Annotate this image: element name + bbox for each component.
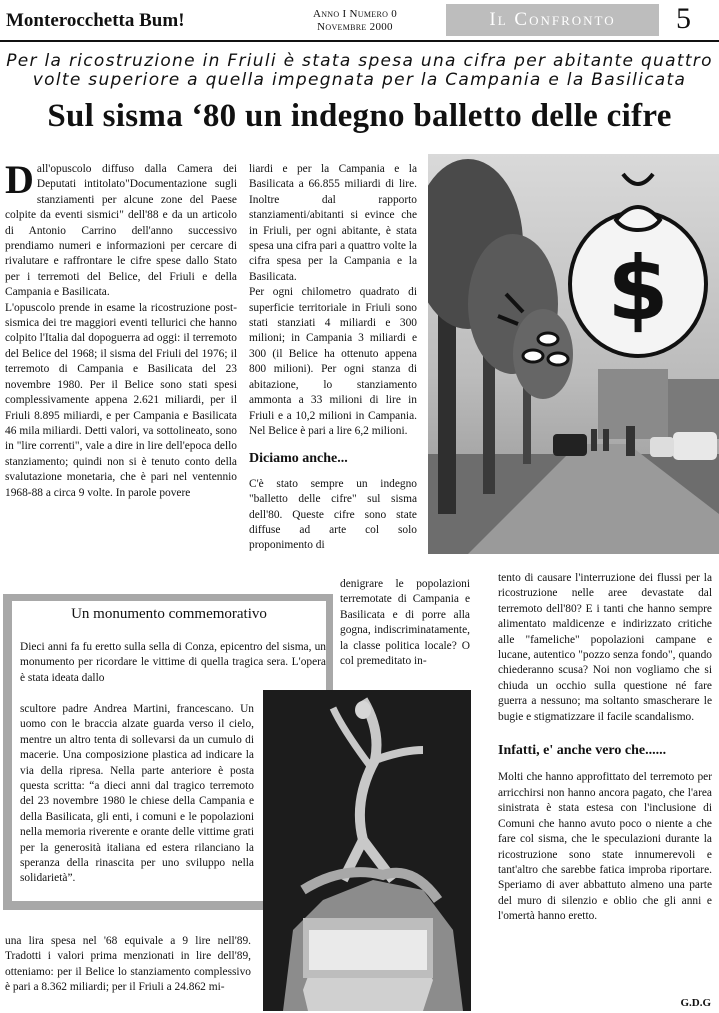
sidebar-text-wide: Dieci anni fa fu eretto sulla sella di Conza, epicentro del sisma, un monumento per ricordare le vittime di quella tragica sera. L'opera è stata ideata dallo bbox=[20, 641, 326, 684]
article-paragraph: L'opuscolo prende in esame la ricostruzione post-sismica dei tre maggiori eventi tellurici che hanno colpito l'Italia dal dopoguerra ad oggi: il terremoto del Belice del 1968; il sisma del Friuli del 1976; il terremoto di Campania e Basilicata del 23 novembre 1980. Per il Belice sono stati spesi complessivamente appena 2.621 miliardi, per il Friuli 8.895 miliardi, e per Campania e Basilicata 46 mila miliardi. Detti valori, va sottolineato, sono in "lire correnti", vale a dire in lire dell'epoca dello stanziamento; quindi non si è tenuto conto della svalutazione monetaria, che è pari nel ventennio 1968-88 a circa 9 volte. In parole povere bbox=[5, 301, 237, 499]
article-column-2-continued bbox=[340, 577, 470, 669]
article-column-1 bbox=[5, 157, 237, 501]
article-paragraph: Dall'opuscolo diffuso dalla Camera dei Deputati intitolato"Documentazione sugli stanziamenti per alcune zone del Paese colpite da eventi sismici" dell'88 e da un articolo di Antonio Carrino dell'anno successivo prendiamo numeri e informazioni per cercare di rivalutare e raffrontare le cifre spese dallo Stato per i terremoti del Belice, del Friuli e della Campania e Basilicata. bbox=[5, 157, 237, 299]
issue-date: Novembre 2000 bbox=[317, 21, 393, 33]
section-heading: Infatti, e' anche vero che...... bbox=[498, 743, 667, 759]
sidebar-text-narrow: scultore padre Andrea Martini, francescano. Un uomo con le braccia alzate guarda verso il cielo, mentre un altro tenta di sollevarsi da un cumulo di macerie. Una composizione plastica ad indicare la via della ripresa. Nella parte anteriore è posta questa scritta: “a dieci anni dal tragico terremoto del 23 novembre 1980 le chiese della Campania e della Basilicata, gli enti, i comuni e le popolazioni nella memoria riverente e orante delle vittime grati per la generosità italiana ed estera rilanciano la speranza della rinascita per uno sviluppo nella solidarietà”. bbox=[20, 703, 254, 885]
drop-cap: D bbox=[5, 157, 34, 202]
article-paragraph: C'è stato sempre un indegno "balletto delle cifre" sul sisma dell'80. Queste cifre sono state diffuse ad arte col solo proponimento di bbox=[249, 477, 417, 552]
issue-number: Anno I Numero 0 bbox=[312, 8, 398, 20]
article-paragraph: Per ogni chilometro quadrato di superficie territoriale in Friuli sono stati stanziati 4 miliardi e 300 milioni; in Campania 3 miliardi e 300 (il Belice ha ottenuto appena 800 milioni). Per ogni stanza di abitazione, lo stanziamento ammonta a 33 milioni di lire in Friuli e a 10,2 milioni in Campania. Nel Belice è pari a lire 6,2 milioni. bbox=[249, 286, 417, 437]
header-rule bbox=[0, 40, 719, 42]
article-headline: Sul sisma ‘80 un indegno balletto delle cifre bbox=[47, 98, 672, 134]
article-paragraph: Molti che hanno approfittato del terremoto per arricchirsi non hanno ancora pagato, che l'area sinistrata è stata estesa con l'inclusione di Comuni che hanno avuto poco o niente a che fare col sisma, che le speculazioni durante la ricostruzione sono state innumerevoli e tant'altro che sarebbe fatica improba riportare. Speriamo di aver abbattuto almeno una parte del muro di silenzio e oblio che gli anni e l'omertà hanno eretto. bbox=[498, 771, 712, 923]
street-photo-illustration bbox=[428, 154, 719, 554]
monument-sculpture-illustration bbox=[263, 690, 471, 1011]
subhead-line-2: volte superiore a quella impegnata per la Campania e la Basilicata bbox=[32, 70, 687, 90]
page-number: 5 bbox=[676, 2, 691, 35]
monument-photo bbox=[263, 690, 471, 1011]
svg-text:$: $ bbox=[607, 237, 669, 340]
page-header bbox=[0, 0, 719, 44]
street-photo-with-money-bag bbox=[428, 154, 719, 554]
article-column-2 bbox=[249, 162, 417, 554]
sidebar-title: Un monumento commemorativo bbox=[71, 606, 267, 622]
subhead-line-1: Per la ricostruzione in Friuli è stata spesa una cifra per abitante quattro bbox=[6, 51, 713, 71]
section-label: Il Confronto bbox=[446, 4, 659, 36]
author-signature: G.D.G bbox=[680, 997, 711, 1009]
issue-info bbox=[300, 8, 410, 34]
article-subhead bbox=[0, 52, 719, 90]
article-bottom-continuation: una lira spesa nel '68 equivale a 9 lire nell'89. Tradotti i valori prima menzionati in lire dell'89, otteniamo: per il Belice lo stanziamento complessivo è pari a 8.362 miliardi; per il Friuli a 24.862 mi- bbox=[5, 935, 251, 994]
masthead-title: Monterocchetta Bum! bbox=[6, 10, 185, 31]
section-heading: Diciamo anche... bbox=[249, 451, 348, 467]
article-paragraph: denigrare le popolazioni terremotate di Campania e Basilicata e di porre alla gogna, indiscriminatamente, la classe politica locale? O col premeditato in- bbox=[340, 578, 470, 668]
article-column-3 bbox=[498, 571, 712, 925]
article-paragraph: liardi e per la Campania e la Basilicata a 66.855 miliardi di lire. Inoltre dal rapporto stanziamenti/abitanti si evince che in Friuli, per ogni abitante, è stata spesa una cifra pari a quattro volte la cifra spesa per la Campania e la Basilicata. bbox=[249, 163, 417, 283]
article-paragraph: tento di causare l'interruzione dei flussi per la ricostruzione nelle aree devastate dal terremoto dell'80? E i tanti che hanno sempre alimentato maldicenze e indirizzato critiche alle "fameliche" popolazioni campane e lucane, autentico "pozzo senza fondo", quando chiederanno scusa? Noi non vogliamo che si chiuda un occhio sulla questione né fare guerra a nessuno; ma soltanto smascherare le bugie e stigmatizzare il facile scandalismo. bbox=[498, 572, 712, 723]
